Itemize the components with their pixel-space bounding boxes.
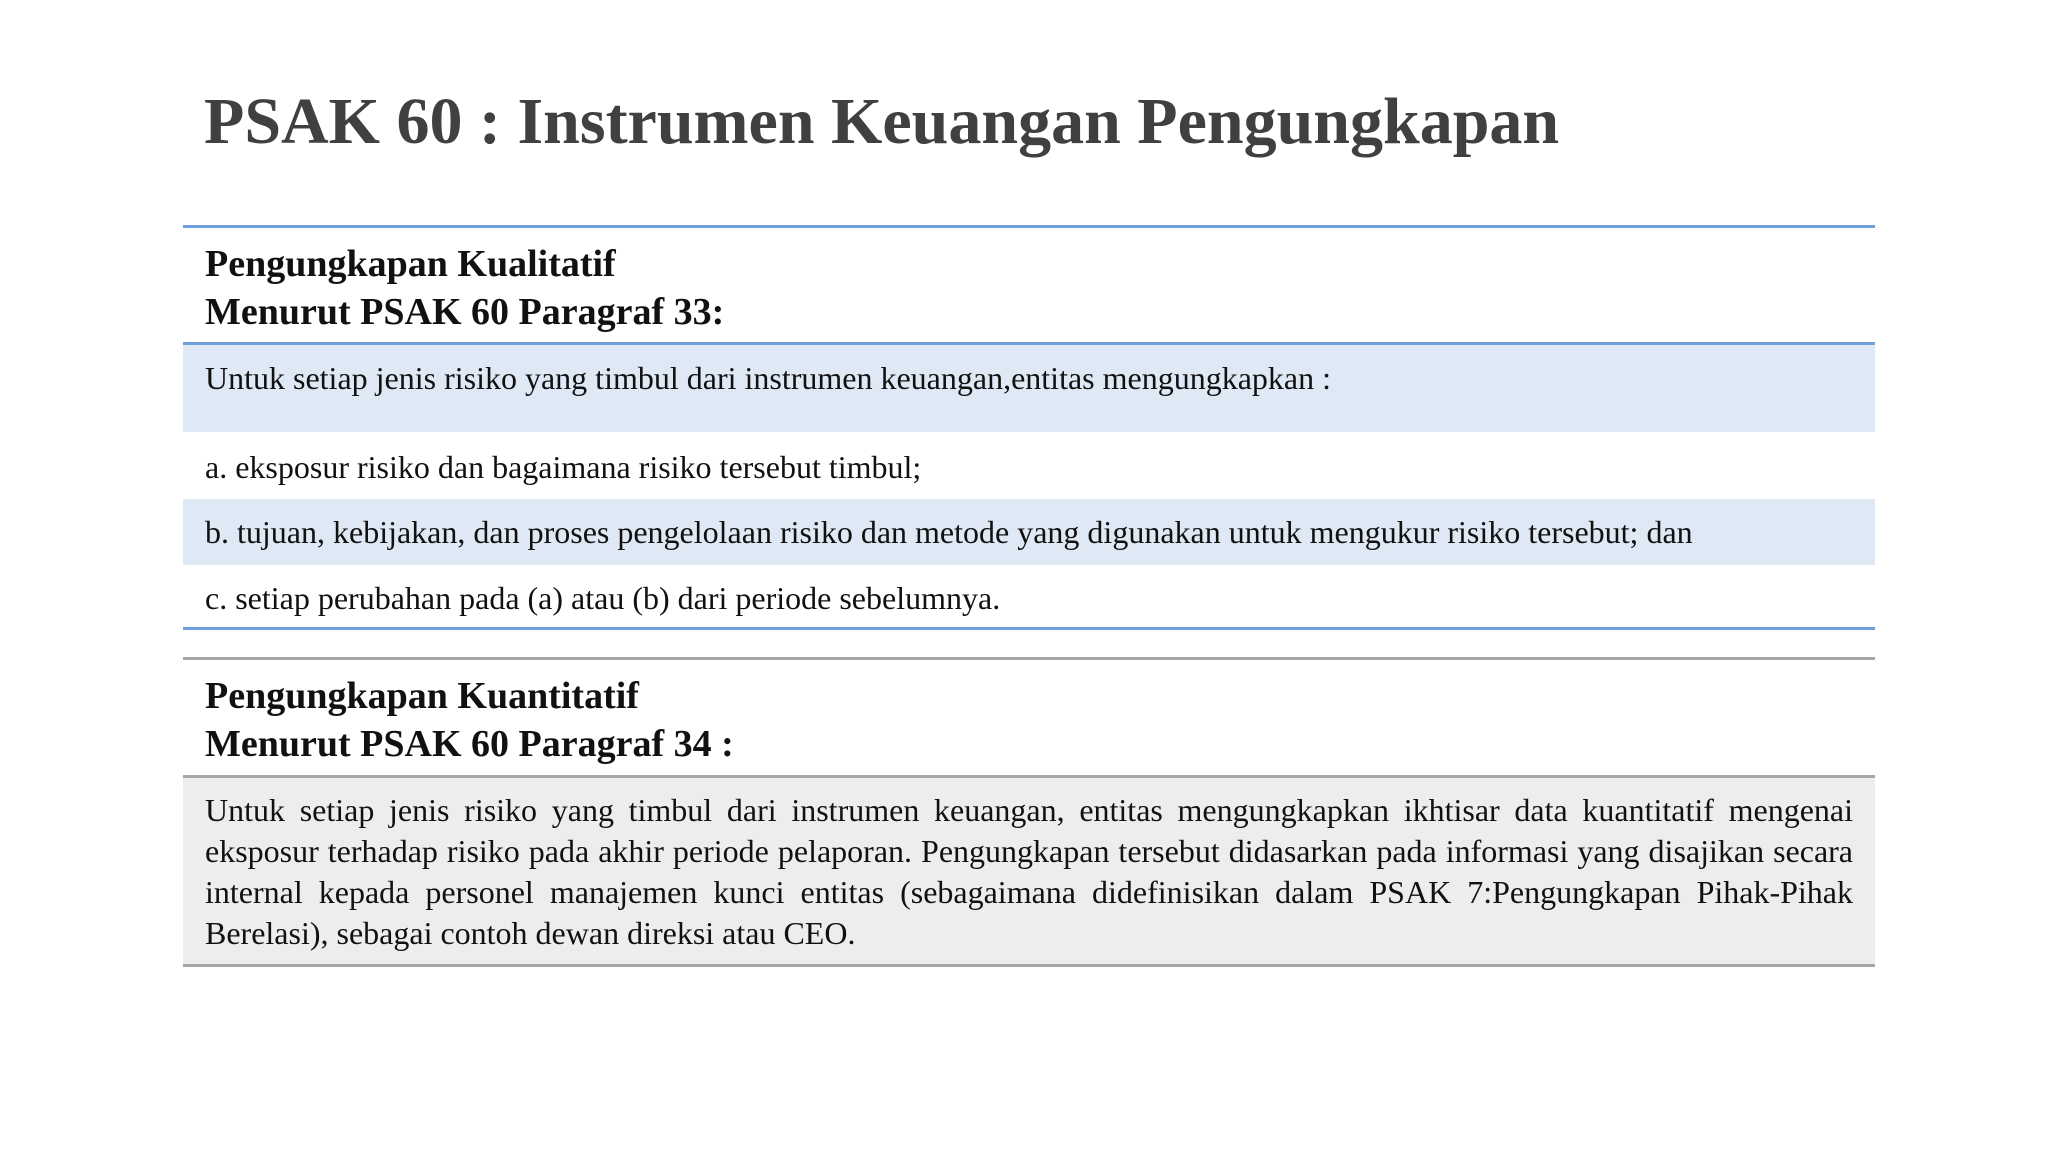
qualitative-item-b: b. tujuan, kebijakan, dan proses pengelolaan risiko dan metode yang digunakan untuk mengukur risiko tersebut; dan — [183, 499, 1875, 565]
qualitative-intro-row: Untuk setiap jenis risiko yang timbul dari instrumen keuangan,entitas mengungkapkan : — [183, 345, 1875, 432]
quantitative-header — [183, 660, 1875, 778]
qualitative-item-a: a. eksposur risiko dan bagaimana risiko tersebut timbul; — [183, 432, 1875, 499]
qualitative-item-c: c. setiap perubahan pada (a) atau (b) dari periode sebelumnya. — [183, 565, 1875, 627]
quantitative-body: Untuk setiap jenis risiko yang timbul dari instrumen keuangan, entitas mengungkapkan ikhtisar data kuantitatif mengenai eksposur terhadap risiko pada akhir periode pelaporan. Pengungkapan tersebut didasarkan pada informasi yang disajikan secara internal kepada personel manajemen kunci entitas (sebagaimana didefinisikan dalam PSAK 7:Pengungkapan Pihak-Pihak Berelasi), sebagai contoh dewan direksi atau CEO. — [183, 778, 1875, 964]
qualitative-heading-line1: Pengungkapan Kualitatif — [205, 243, 616, 285]
quantitative-disclosure-table — [183, 657, 1875, 967]
quantitative-heading-line1: Pengungkapan Kuantitatif — [205, 675, 639, 717]
qualitative-disclosure-table — [183, 225, 1875, 630]
slide-title: PSAK 60 : Instrumen Keuangan Pengungkapan — [204, 85, 1560, 158]
qualitative-heading-line2: Menurut PSAK 60 Paragraf 33: — [205, 291, 725, 333]
quantitative-heading-line2: Menurut PSAK 60 Paragraf 34 : — [205, 723, 734, 765]
qualitative-header — [183, 228, 1875, 345]
